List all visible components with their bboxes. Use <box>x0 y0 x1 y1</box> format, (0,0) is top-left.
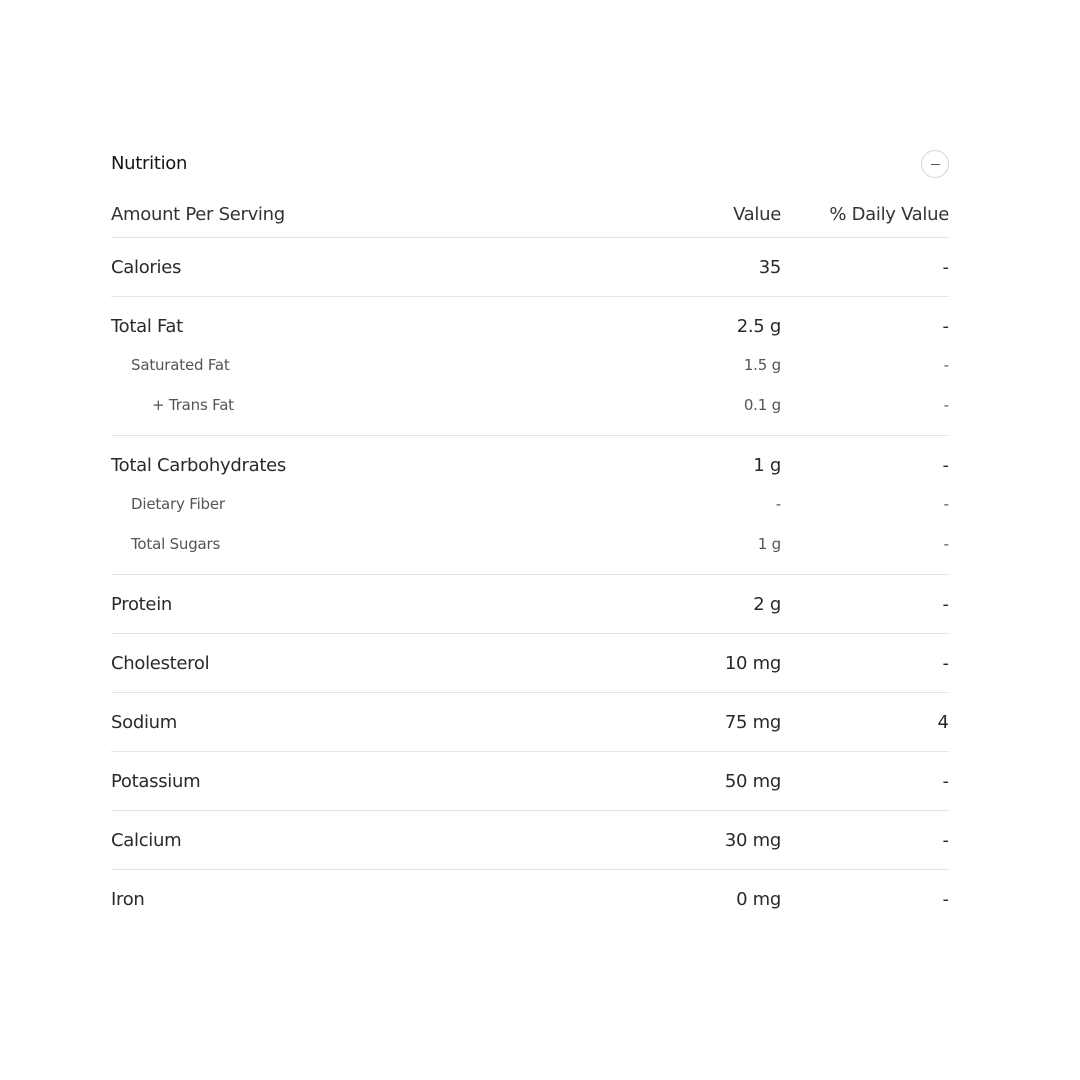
row-group-sodium <box>111 693 949 752</box>
column-header-value: Value <box>733 204 781 225</box>
table-subrow <box>111 488 949 528</box>
row-group-iron <box>111 870 949 928</box>
nutrient-daily-value: - <box>942 594 949 615</box>
nutrient-value: 10 mg <box>724 653 781 674</box>
row-group-protein <box>111 575 949 634</box>
nutrient-name: Total Carbohydrates <box>111 455 286 476</box>
nutrient-value: 2.5 g <box>736 316 781 337</box>
nutrient-name: Calories <box>111 257 182 278</box>
row-group-potassium <box>111 752 949 811</box>
nutrient-name: Iron <box>111 889 145 910</box>
nutrient-daily-value: 4 <box>937 712 949 733</box>
nutrient-daily-value: - <box>942 830 949 851</box>
table-subrow <box>111 349 949 389</box>
nutrient-daily-value: - <box>943 495 949 513</box>
nutrition-panel <box>111 146 949 928</box>
nutrient-daily-value: - <box>942 455 949 476</box>
nutrient-name: Protein <box>111 594 172 615</box>
table-row <box>111 238 949 296</box>
column-header-daily-value: % Daily Value <box>829 204 949 225</box>
table-row <box>111 634 949 692</box>
table-row <box>111 575 949 633</box>
nutrient-value: - <box>775 495 781 513</box>
table-row <box>111 870 949 928</box>
table-subrow <box>111 389 949 435</box>
nutrient-daily-value: - <box>942 771 949 792</box>
nutrient-value: 0 mg <box>736 889 781 910</box>
table-row <box>111 297 949 349</box>
nutrient-value: 35 <box>758 257 781 278</box>
row-group-calories <box>111 238 949 297</box>
nutrient-daily-value: - <box>942 316 949 337</box>
nutrition-header <box>111 146 949 186</box>
row-group-fat <box>111 297 949 436</box>
nutrient-value: 1 g <box>753 455 781 476</box>
nutrient-name: Total Fat <box>111 316 183 337</box>
panel-title: Nutrition <box>111 153 188 174</box>
nutrient-name: Potassium <box>111 771 201 792</box>
nutrient-daily-value: - <box>942 257 949 278</box>
nutrient-value: 50 mg <box>724 771 781 792</box>
nutrient-name: Dietary Fiber <box>131 495 225 513</box>
table-row <box>111 436 949 488</box>
nutrient-daily-value: - <box>943 396 949 414</box>
nutrient-value: 1 g <box>757 535 781 553</box>
nutrient-value: 2 g <box>753 594 781 615</box>
table-row <box>111 811 949 869</box>
nutrient-value: 0.1 g <box>743 396 781 414</box>
nutrient-daily-value: - <box>943 356 949 374</box>
table-row <box>111 752 949 810</box>
nutrient-daily-value: - <box>943 535 949 553</box>
table-row <box>111 693 949 751</box>
nutrient-name: Saturated Fat <box>131 356 230 374</box>
table-subrow <box>111 528 949 574</box>
row-group-calcium <box>111 811 949 870</box>
nutrient-name: Cholesterol <box>111 653 210 674</box>
minus-icon <box>931 164 940 165</box>
row-group-cholesterol <box>111 634 949 693</box>
table-header <box>111 186 949 238</box>
nutrient-name: Sodium <box>111 712 178 733</box>
column-header-amount: Amount Per Serving <box>111 204 285 225</box>
row-group-carbohydrates <box>111 436 949 575</box>
nutrient-value: 75 mg <box>724 712 781 733</box>
nutrient-daily-value: - <box>942 653 949 674</box>
nutrient-value: 30 mg <box>724 830 781 851</box>
nutrient-name: + Trans Fat <box>152 396 234 414</box>
collapse-button[interactable] <box>921 150 949 178</box>
nutrient-name: Total Sugars <box>131 535 221 553</box>
nutrient-value: 1.5 g <box>743 356 781 374</box>
nutrient-daily-value: - <box>942 889 949 910</box>
nutrient-name: Calcium <box>111 830 182 851</box>
